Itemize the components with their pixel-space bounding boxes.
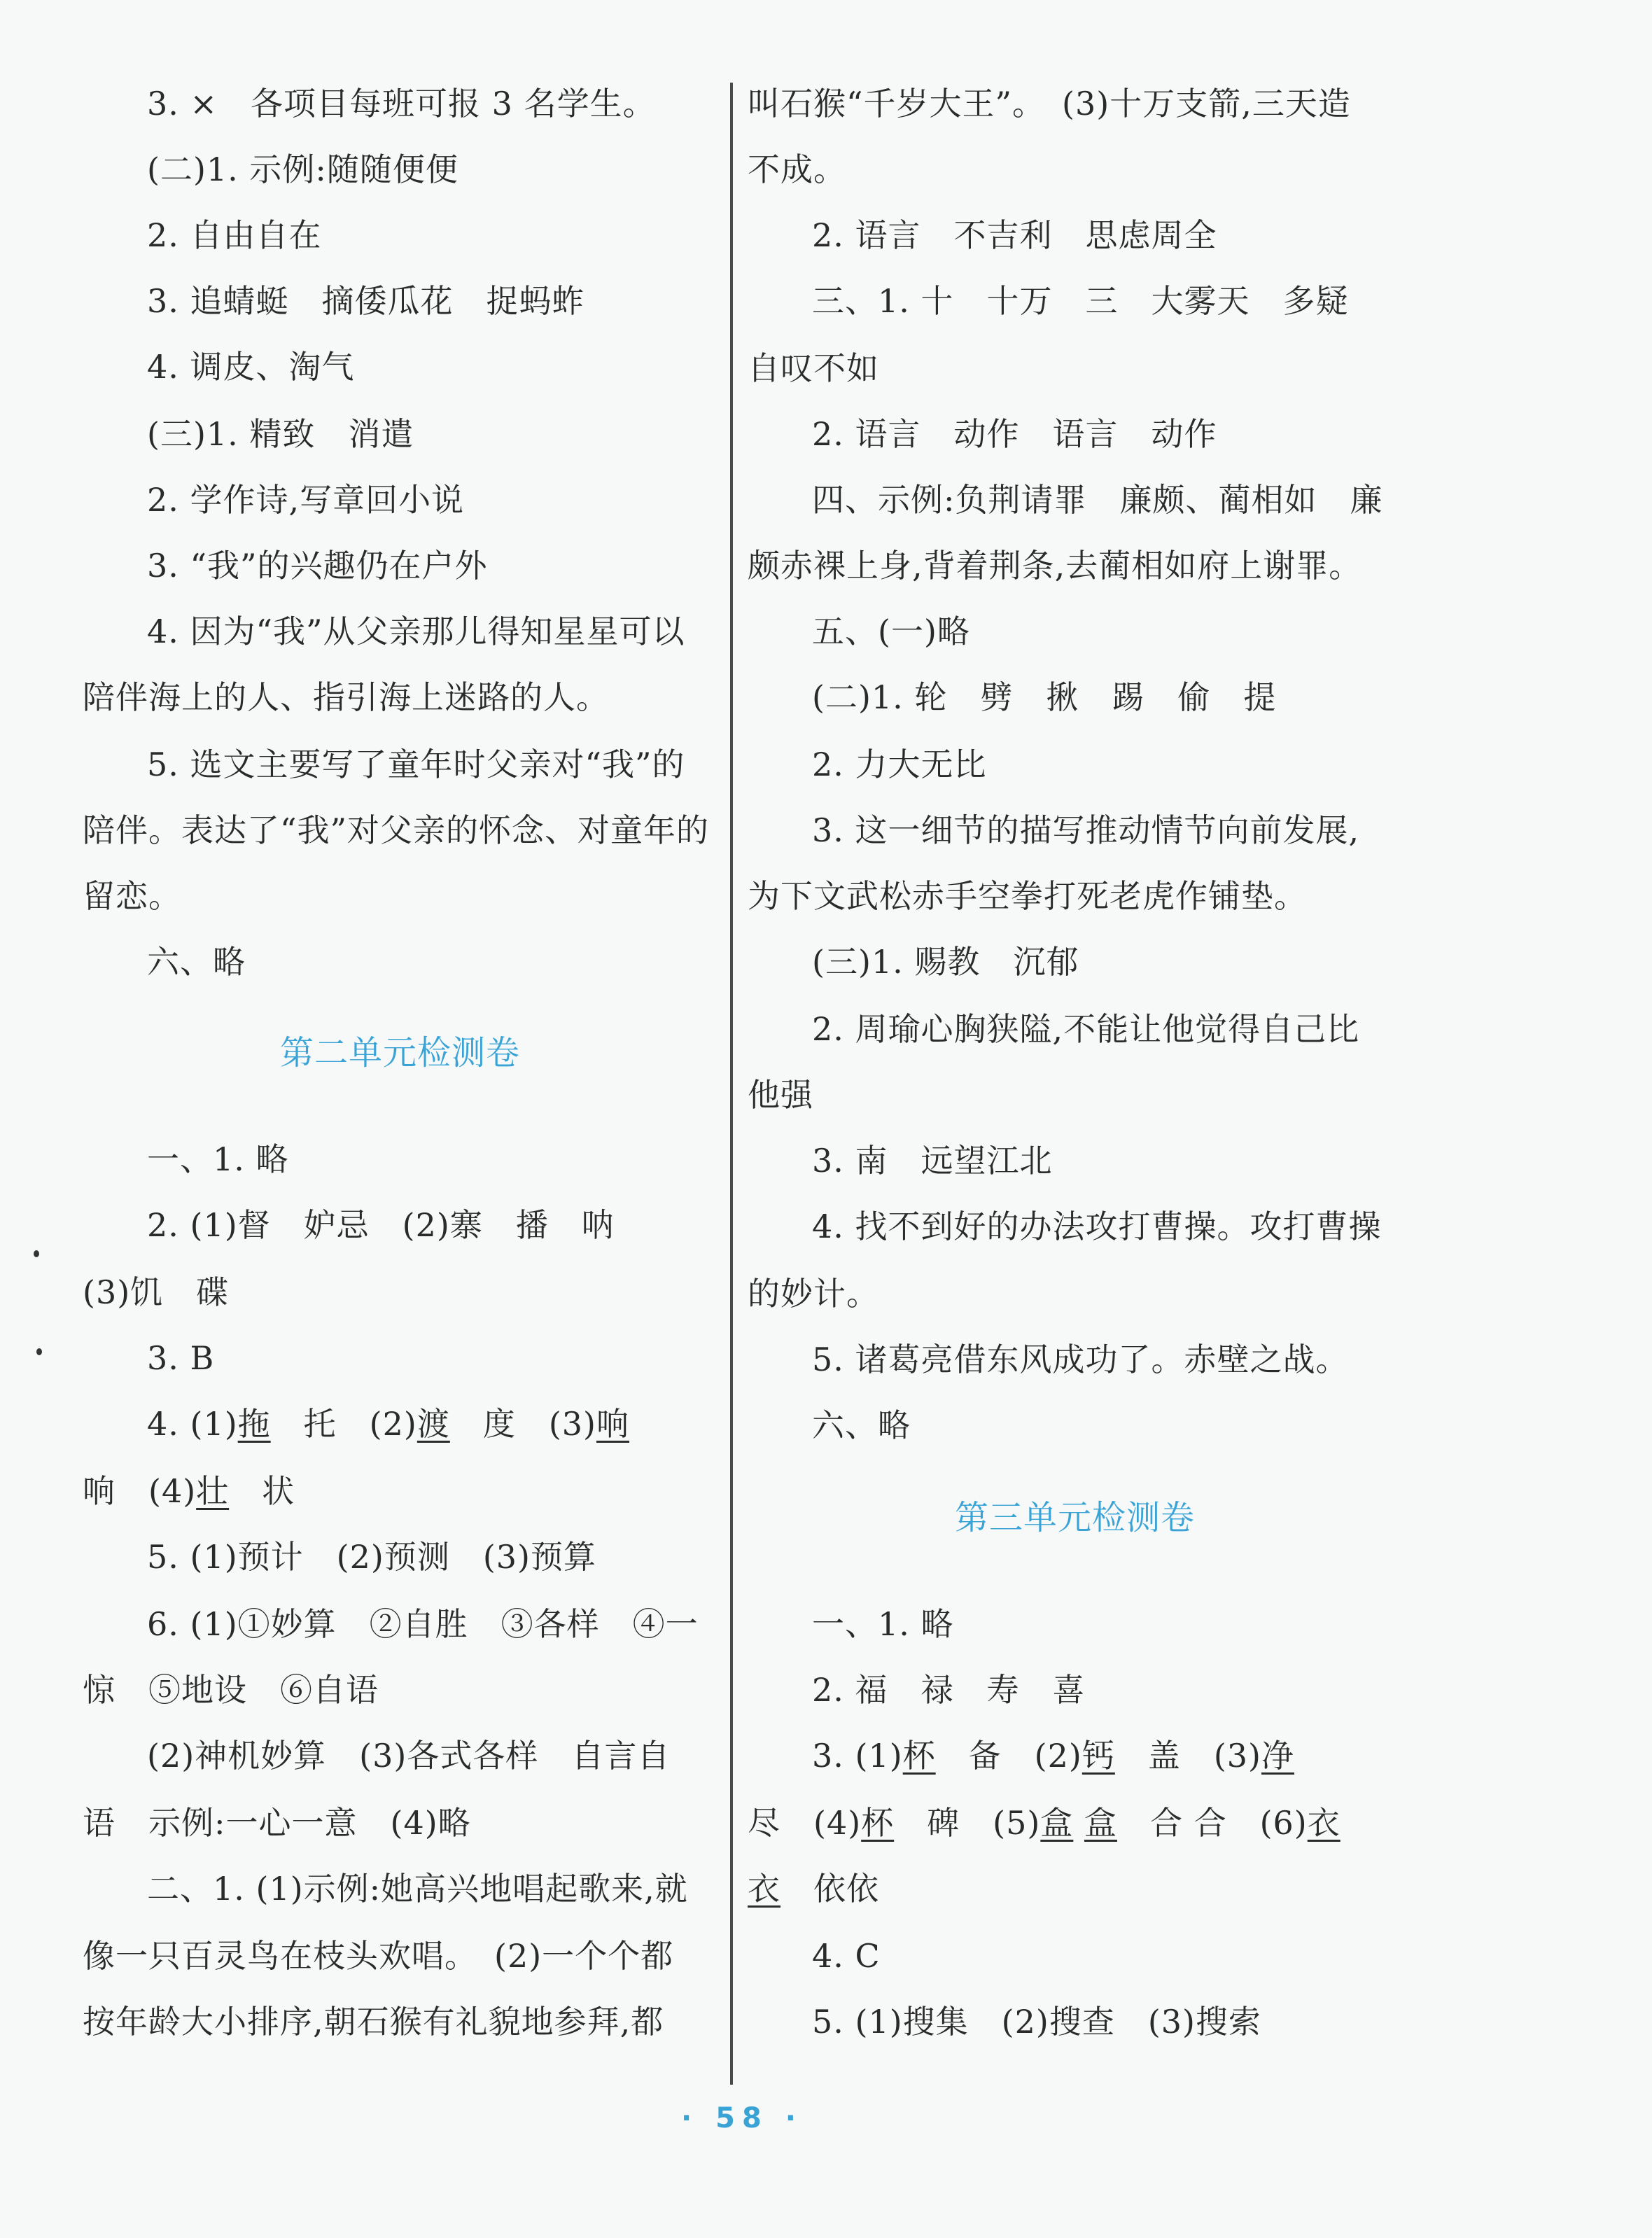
answer-line: 不成。 [748, 151, 846, 188]
answer-line: 叫石猴“千岁大王”。 (3)十万支箭,三天造 [748, 85, 1351, 123]
answer-line: 3. 这一细节的描写推动情节向前发展, [812, 811, 1360, 849]
answer-line: 2. 福 禄 寿 喜 [812, 1671, 1086, 1709]
column-divider [730, 83, 733, 2085]
answer-line: 自叹不如 [748, 349, 879, 387]
answer-line: 一、1. 略 [147, 1140, 289, 1178]
answer-line: 5. (1)搜集 (2)搜查 (3)搜索 [812, 2003, 1261, 2041]
answer-line: 2. 语言 动作 语言 动作 [812, 415, 1217, 453]
answer-line: 响 (4)壮 状 [83, 1472, 295, 1510]
answer-line: 3. 追蜻蜓 摘倭瓜花 捉蚂蚱 [147, 282, 585, 320]
answer-line: 6. (1)①妙算 ②自胜 ③各样 ④一 [147, 1605, 699, 1643]
answer-line: 六、略 [812, 1406, 911, 1444]
answer-line: 一、1. 略 [812, 1605, 954, 1643]
answer-line: 留恋。 [83, 877, 181, 915]
answer-line: (二)1. 示例:随随便便 [147, 151, 458, 188]
answer-line: 五、(一)略 [812, 613, 970, 650]
scan-speck [36, 1348, 42, 1355]
scan-speck [34, 1250, 39, 1257]
answer-line: 他强 [748, 1076, 813, 1114]
answer-line: 5. 诸葛亮借东风成功了。赤壁之战。 [812, 1341, 1349, 1378]
answer-line: 六、略 [147, 943, 246, 981]
answer-line: 2. 力大无比 [812, 746, 987, 783]
answer-line: 尽 (4)杯 碑 (5)盒 盒 合 合 (6)衣 [748, 1804, 1340, 1842]
answer-line: 语 示例:一心一意 (4)略 [83, 1804, 471, 1842]
answer-line: (3)饥 碟 [83, 1273, 230, 1311]
answer-line: 4. (1)拖 托 (2)渡 度 (3)响 [147, 1405, 630, 1443]
section-heading-unit-3: 第三单元检测卷 [955, 1498, 1196, 1537]
answer-line: 2. 周瑜心胸狭隘,不能让他觉得自己比 [812, 1010, 1360, 1048]
answer-line: 2. 自由自在 [147, 216, 322, 254]
answer-line: 4. 调皮、淘气 [147, 348, 355, 386]
answer-line: 2. 语言 不吉利 思虑周全 [812, 216, 1217, 254]
answer-line: 陪伴。表达了“我”对父亲的怀念、对童年的 [83, 811, 710, 849]
answer-line: 2. 学作诗,写章回小说 [147, 481, 465, 519]
answer-line: 衣 依依 [748, 1870, 879, 1908]
answer-line: 二、1. (1)示例:她高兴地唱起歌来,就 [147, 1870, 688, 1908]
answer-line: 像一只百灵鸟在枝头欢唱。 (2)一个个都 [83, 1937, 674, 1975]
answer-line: 按年龄大小排序,朝石猴有礼貌地参拜,都 [83, 2003, 664, 2041]
answer-line: 3. × 各项目每班可报 3 名学生。 [147, 85, 656, 123]
answer-line: (三)1. 精致 消遣 [147, 415, 414, 453]
page-number: · 58 · [681, 2102, 803, 2134]
answer-line: 四、示例:负荆请罪 廉颇、蔺相如 廉 [812, 481, 1383, 519]
answer-line: 4. C [812, 1937, 881, 1975]
section-heading-unit-2: 第二单元检测卷 [280, 1033, 521, 1072]
answer-line: 4. 找不到好的办法攻打曹操。攻打曹操 [812, 1208, 1382, 1245]
answer-line: 3. (1)杯 备 (2)钙 盖 (3)净 [812, 1737, 1295, 1775]
answer-line: 3. B [147, 1339, 215, 1377]
answer-line: 4. 因为“我”从父亲那儿得知星星可以 [147, 613, 685, 650]
answer-line: 3. 南 远望江北 [812, 1142, 1053, 1180]
answer-line: (2)神机妙算 (3)各式各样 自言自 [147, 1737, 671, 1775]
answer-line: 三、1. 十 十万 三 大雾天 多疑 [812, 282, 1349, 320]
answer-line: (二)1. 轮 劈 揪 踢 偷 提 [812, 678, 1277, 716]
answer-line: 5. (1)预计 (2)预测 (3)预算 [147, 1538, 596, 1576]
answer-line: 2. (1)督 妒忌 (2)寨 播 呐 [147, 1206, 615, 1244]
answer-line: 的妙计。 [748, 1275, 879, 1313]
answer-line: 为下文武松赤手空拳打死老虎作铺垫。 [748, 877, 1307, 915]
answer-line: (三)1. 赐教 沉郁 [812, 943, 1079, 981]
answer-line: 3. “我”的兴趣仍在户外 [147, 547, 488, 585]
answer-line: 颇赤裸上身,背着荆条,去蔺相如府上谢罪。 [748, 547, 1362, 585]
answer-line: 陪伴海上的人、指引海上迷路的人。 [83, 678, 609, 716]
answer-line: 惊 ⑤地设 ⑥自语 [83, 1671, 379, 1709]
answer-line: 5. 选文主要写了童年时父亲对“我”的 [147, 746, 685, 783]
